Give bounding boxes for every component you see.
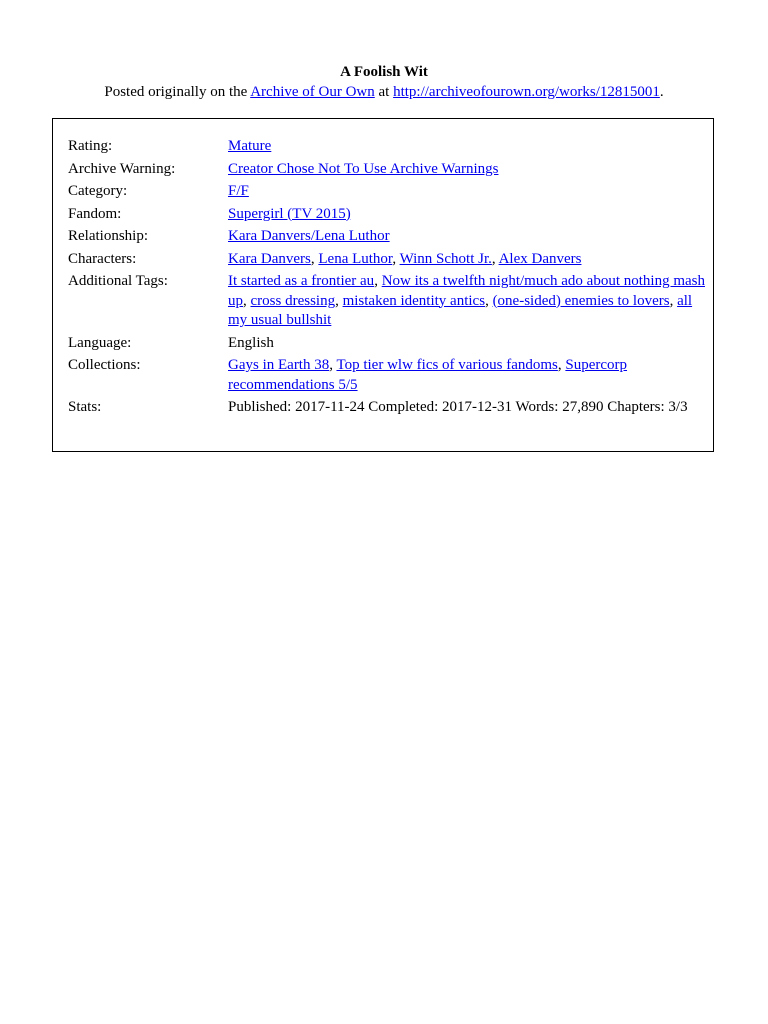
tag-link[interactable]: It started as a frontier au (228, 273, 375, 289)
rating-value (228, 137, 708, 160)
tag-link[interactable]: all my usual bullshit (228, 292, 693, 328)
relationship-value (228, 227, 708, 250)
posted-suffix: . (659, 84, 664, 100)
meta-row-relationship (68, 227, 708, 250)
character-link[interactable]: Winn Schott Jr. (399, 250, 492, 267)
tags-label: Additional Tags: (68, 273, 168, 289)
archive-link[interactable]: Archive of Our Own (250, 84, 375, 100)
posted-at: at (374, 84, 394, 100)
rating-label: Rating: (68, 138, 113, 154)
meta-row-characters (68, 250, 708, 273)
collection-link[interactable]: Gays in Earth 38 (228, 357, 330, 373)
collections-value: Gays in Earth 38, Top tier wlw fics of various fandoms, Supercorp recommendations 5/5 (228, 357, 628, 393)
tag-link[interactable]: (one-sided) enemies to lovers (492, 292, 670, 309)
meta-row-collections (68, 356, 708, 398)
work-title: A Foolish Wit (340, 64, 428, 80)
relationship-label: Relationship: (68, 228, 148, 244)
posted-prefix: Posted originally on the (104, 84, 251, 100)
category-link[interactable]: F/F (228, 183, 249, 199)
warning-link[interactable]: Creator Chose Not To Use Archive Warnings (228, 160, 499, 177)
category-value (228, 182, 708, 205)
warning-label: Archive Warning: (68, 160, 176, 177)
stats-label: Stats: (68, 399, 102, 415)
collection-link[interactable]: Top tier wlw fics of various fandoms (336, 357, 558, 373)
meta-row-warning (68, 160, 708, 183)
fandom-link[interactable]: Supergirl (TV 2015) (228, 205, 351, 222)
posted-line (0, 82, 768, 102)
meta-row-fandom (68, 205, 708, 228)
meta-row-rating (68, 137, 708, 160)
collection-link[interactable]: Supercorp recommendations 5/5 (228, 357, 628, 393)
fandom-value (228, 205, 708, 228)
fandom-label: Fandom: (68, 205, 122, 222)
characters-label: Characters: (68, 250, 137, 267)
meta-row-stats (68, 398, 708, 418)
characters-value: Kara Danvers, Lena Luthor, Winn Schott Jr., Alex Danvers (228, 250, 582, 267)
work-meta-table (68, 137, 708, 418)
character-link[interactable]: Kara Danvers (228, 250, 311, 267)
tag-link[interactable]: Now its a twelfth night/much ado about nothing mash up (228, 273, 705, 309)
warning-value (228, 160, 708, 183)
stats-value: Published: 2017-11-24 Completed: 2017-12-31 Words: 27,890 Chapters: 3/3 (228, 399, 688, 415)
document-header (0, 62, 768, 102)
collections-label: Collections: (68, 357, 141, 373)
language-value: English (228, 334, 274, 351)
tags-value: It started as a frontier au, Now its a twelfth night/much ado about nothing mash up, cross dressing, mistaken identity antics, (one-sided) enemies to lovers, all my usual bullshit (228, 273, 705, 328)
meta-row-language (68, 334, 708, 357)
category-label: Category: (68, 183, 128, 199)
meta-row-tags (68, 272, 708, 334)
meta-row-category (68, 182, 708, 205)
character-link[interactable]: Lena Luthor (318, 250, 393, 267)
work-url-link[interactable]: http://archiveofourown.org/works/12815001 (393, 84, 660, 100)
relationship-link[interactable]: Kara Danvers/Lena Luthor (228, 228, 390, 244)
rating-link[interactable]: Mature (228, 138, 272, 154)
language-label: Language: (68, 334, 132, 351)
character-link[interactable]: Alex Danvers (498, 250, 582, 267)
work-meta-box (52, 118, 714, 452)
tag-link[interactable]: mistaken identity antics (342, 292, 486, 309)
tag-link[interactable]: cross dressing (250, 292, 336, 309)
